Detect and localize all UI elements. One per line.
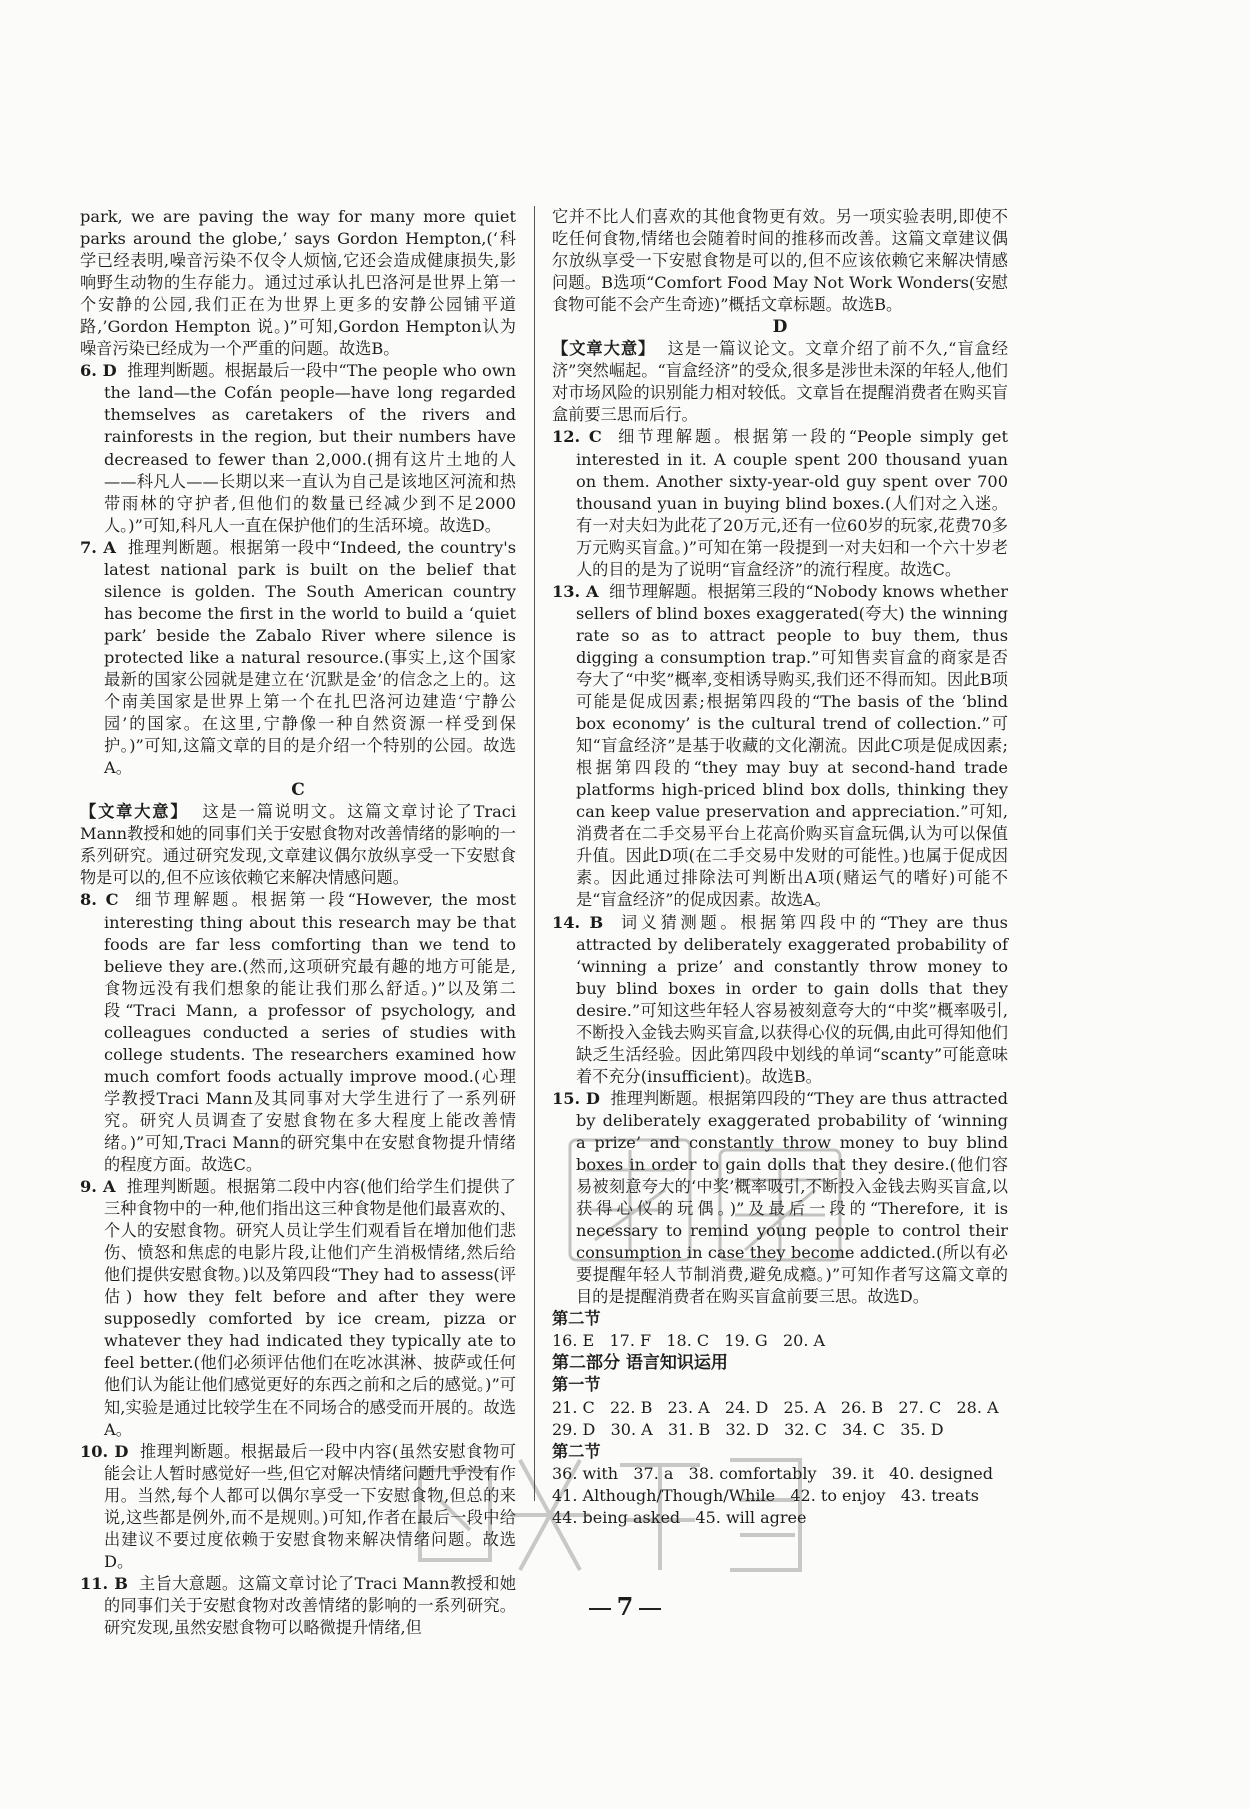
part-2-answers-row-2: 29. D 30. A 31. B 32. D 32. C 34. C 35. D [552, 1419, 944, 1439]
page-number [0, 1592, 1250, 1621]
answer-number: 14. B [552, 912, 604, 932]
summary-text: 这是一篇议论文。文章介绍了前不久,“盲盒经济”突然崛起。“盲盒经济”的受众,很多是涉世未深的年轻人,他们对市场风险的识别能力相对较低。文章旨在提醒消费者在购买盲盒前要三思而后行。 [552, 339, 1009, 425]
answer-explanation: 推理判断题。根据第四段的“They are thus attracted by deliberately exaggerated probability of ‘winning a prize’ and constantly throw money to buy blind boxes in order to gain dolls that they desire.(他们容易被刻意夸大的‘中奖’概率吸引,不断投入金钱去购买盲盒,以获得心仪的玩偶。)”及最后一段的“Therefore, it is necessary to remind young people to control their consumption in case they become addicted.(所以有必要提醒年轻人节制消费,避免成瘾。)”可知作者写这篇文章的目的是提醒消费者在购买盲盒前要三思。故选D。 [576, 1088, 1008, 1307]
summary-label: 【文章大意】 [552, 339, 656, 359]
summary-d [552, 338, 1008, 426]
answer-number: 11. B [80, 1573, 128, 1593]
answer-number: 6. D [80, 361, 117, 381]
answer-number: 10. D [80, 1441, 129, 1461]
answer-item-9 [80, 1176, 516, 1441]
answer-explanation: 细节理解题。根据第三段的“Nobody knows whether sellers of blind boxes exaggerated(夸大) the winning rate so as to attract people to buy them, thus digging a consumption trap.”可知售卖盲盒的商家是否夸大了“中奖”概率,变相诱导购买,我们还不得而知。因此B项可能是促成因素;根据第四段的“The basis of the ‘blind box economy’ is the cultural trend of collection.”可知“盲盒经济”是基于收藏的文化潮流。因此C项是促成因素;根据第四段的“they may buy at second-hand trade platforms high-priced blind box dolls, thinking they can keep value preservation and appreciation.”可知,消费者在二手交易平台上花高价购买盲盒玩偶,认为可以保值升值。因此D项(在二手交易中发财的可能性。)也属于促成因素。因此通过排除法可判断出A项(赌运气的嗜好)可能不是“盲盒经济”的促成因素。故选A。 [576, 581, 1009, 910]
answer-explanation: 推理判断题。根据第一段中“Indeed, the country's latest national park is built on the belief that silence is golden. The South American country has become the first in the world to build a ‘quiet park’ beside the Zabalo River where silence is protected like a natural resource.(事实上,这个国家最新的国家公园就是建立在‘沉默是金’的信念之上的。这个南美国家是世界上第一个在扎巴洛河边建造‘宁静公园’的国家。在这里,宁静像一种自然资源一样受到保护。)”可知,这篇文章的目的是介绍一个特别的公园。故选A。 [104, 537, 517, 778]
answer-item-8 [80, 889, 516, 1176]
page-number-dash-left [589, 1608, 611, 1610]
summary-text: 这是一篇说明文。这篇文章讨论了Traci Mann教授和她的同事们关于安慰食物对改善情绪的影响的一系列研究。通过研究发现,文章建议偶尔放纵享受一下安慰食物是可以的,但不应该依赖它来解决情感问题。 [80, 802, 516, 888]
section-2-label: 第二节 [552, 1309, 601, 1329]
left-column [80, 206, 516, 1639]
answer-explanation: 词义猜测题。根据第四段中的“They are thus attracted by deliberately exaggerated probability of ‘winning a prize’ and constantly throw money to buy blind boxes in order to gain dolls that they desire.”可知这些年轻人容易被刻意夸大的“中奖”概率吸引,不断投入金钱去购买盲盒,以获得心仪的玩偶,由此可得知他们缺乏生活经验。因此第四段中划线的单词“scanty”可能意味着不充分(insufficient)。故选B。 [576, 912, 1008, 1086]
part-2-section-2-label: 第二节 [552, 1441, 601, 1461]
summary-c [80, 801, 516, 889]
answer-explanation: 细节理解题。根据第一段“However, the most interesting thing about this research may be that foods are far less comforting than we tend to believe they are.(然而,这项研究最有趣的地方可能是,食物远没有我们想象的能让我们那么舒适。)”以及第二段“Traci Mann, a professor of psychology, and colleagues conducted a series of studies with college students. The researchers examined how much comfort foods actually improve mood.(心理学教授Traci Mann及其同事对大学生进行了一系列研究。研究人员调查了安慰食物在多大程度上能改善情绪。)”可知,Traci Mann的研究集中在安慰食物提升情绪的程度方面。故选C。 [104, 890, 516, 1175]
part-2-answers-row-3: 36. with 37. a 38. comfortably 39. it 40. designed [552, 1463, 993, 1483]
answer-item-10 [80, 1441, 516, 1573]
section-heading-c: C [291, 780, 305, 801]
answer-explanation: 推理判断题。根据最后一段中内容(虽然安慰食物可能会让人暂时感觉好一些,但它对解决情绪问题几乎没有作用。当然,每个人都可以偶尔享受一下安慰食物,但总的来说,这些都是例外,而不是规则。)可知,作者在最后一段中给出建议不要过度依赖于安慰食物来解决情绪问题。故选D。 [104, 1441, 516, 1571]
answer-number: 9. A [80, 1177, 116, 1197]
section-2-answers: 16. E 17. F 18. C 19. G 20. A [552, 1331, 826, 1351]
passage-c-continued: 它并不比人们喜欢的其他食物更有效。另一项实验表明,即使不吃任何食物,情绪也会随着时间的推移而改善。这篇文章建议偶尔放纵享受一下安慰食物是可以的,但不应该依赖它来解决情感问题。B选项“Comfort Food May Not Work Wonders(安慰食物可能不会产生奇迹)”概括文章标题。故选B。 [552, 207, 1008, 315]
answer-explanation: 推理判断题。根据第二段中内容(他们给学生们提供了三种食物中的一种,他们指出这三种食物是他们最喜欢的、个人的安慰食物。研究人员让学生们观看旨在增加他们悲伤、愤怒和焦虑的电影片段,让他们产生消极情绪,然后给他们提供安慰食物。)以及第四段“They had to assess(评估) how they felt before and after they were supposedly comforted by ice cream, pizza or whatever they had indicated they typically ate to feel better.(他们必须评估他们在吃冰淇淋、披萨或任何他们认为能让他们感觉更好的东西之前和之后的感觉。)”可知,实验是通过比较学生在不同场合的感受而开展的。故选A。 [104, 1177, 516, 1439]
answer-item-6 [80, 360, 516, 536]
answer-explanation: 推理判断题。根据最后一段中“The people who own the land—the Cofán people—have long regarded themselves as caretakers of the rivers and rainforests in the region, but their numbers have decreased to fewer than 2,000.(拥有这片土地的人——科凡人——长期以来一直认为自己是该地区河流和热带雨林的守护者,但他们的数量已经减少到不足2000人。)”可知,科凡人一直在保护他们的生活环境。故选D。 [104, 361, 517, 535]
answer-explanation: 主旨大意题。这篇文章讨论了Traci Mann教授和她的同事们关于安慰食物对改善情绪的影响的一系列研究。研究发现,虽然安慰食物可以略微提升情绪,但 [104, 1573, 517, 1637]
answer-item-7 [80, 537, 516, 780]
part-2-answers-row-1: 21. C 22. B 23. A 24. D 25. A 26. B 27. C 28. A [552, 1397, 999, 1417]
answer-explanation: 细节理解题。根据第一段的“People simply get interested in it. A couple spent 200 thousand yuan on them. Another sixty-year-old guy spent over 700 thousand yuan in buying blind boxes.(人们对之入迷。有一对夫妇为此花了20万元,还有一位60岁的玩家,花费70多万元购买盲盒。)”可知在第一段提到一对夫妇和一个六十岁老人的目的是为了说明“盲盒经济”的流行程度。故选C。 [576, 427, 1008, 579]
answer-number: 13. A [552, 581, 599, 601]
right-column [552, 206, 1008, 1529]
answer-number: 12. C [552, 427, 602, 447]
part-2-heading: 第二部分 语言知识运用 [552, 1353, 728, 1374]
part-2-section-1-label: 第一节 [552, 1375, 601, 1395]
passage-b-continued: park, we are paving the way for many more quiet parks around the globe,’ says Gordon Hempton,(‘科学已经表明,噪音污染不仅令人烦恼,它还会造成健康损失,影响野生动物的生存能力。通过过承认扎巴洛河是世界上第一个安静的公园,我们正在为世界上更多的安静公园铺平道路,’Gordon Hempton 说。)”可知,Gordon Hempton认为噪音污染已经成为一个严重的问题。故选B。 [80, 207, 516, 359]
page-number-text: 7 [616, 1592, 634, 1621]
page-number-dash-right [639, 1608, 661, 1610]
part-2-answers-row-5: 44. being asked 45. will agree [552, 1507, 807, 1527]
section-heading-d: D [772, 317, 788, 338]
answer-number: 8. C [80, 890, 119, 910]
answer-number: 7. A [80, 537, 116, 557]
answer-number: 15. D [552, 1088, 600, 1108]
summary-label: 【文章大意】 [80, 802, 189, 822]
column-divider [534, 206, 535, 1501]
answer-item-15 [552, 1088, 1008, 1308]
answer-item-13 [552, 581, 1008, 912]
part-2-answers-row-4: 41. Although/Though/While 42. to enjoy 43. treats [552, 1485, 979, 1505]
answer-item-12 [552, 426, 1008, 580]
answer-item-14 [552, 912, 1008, 1088]
